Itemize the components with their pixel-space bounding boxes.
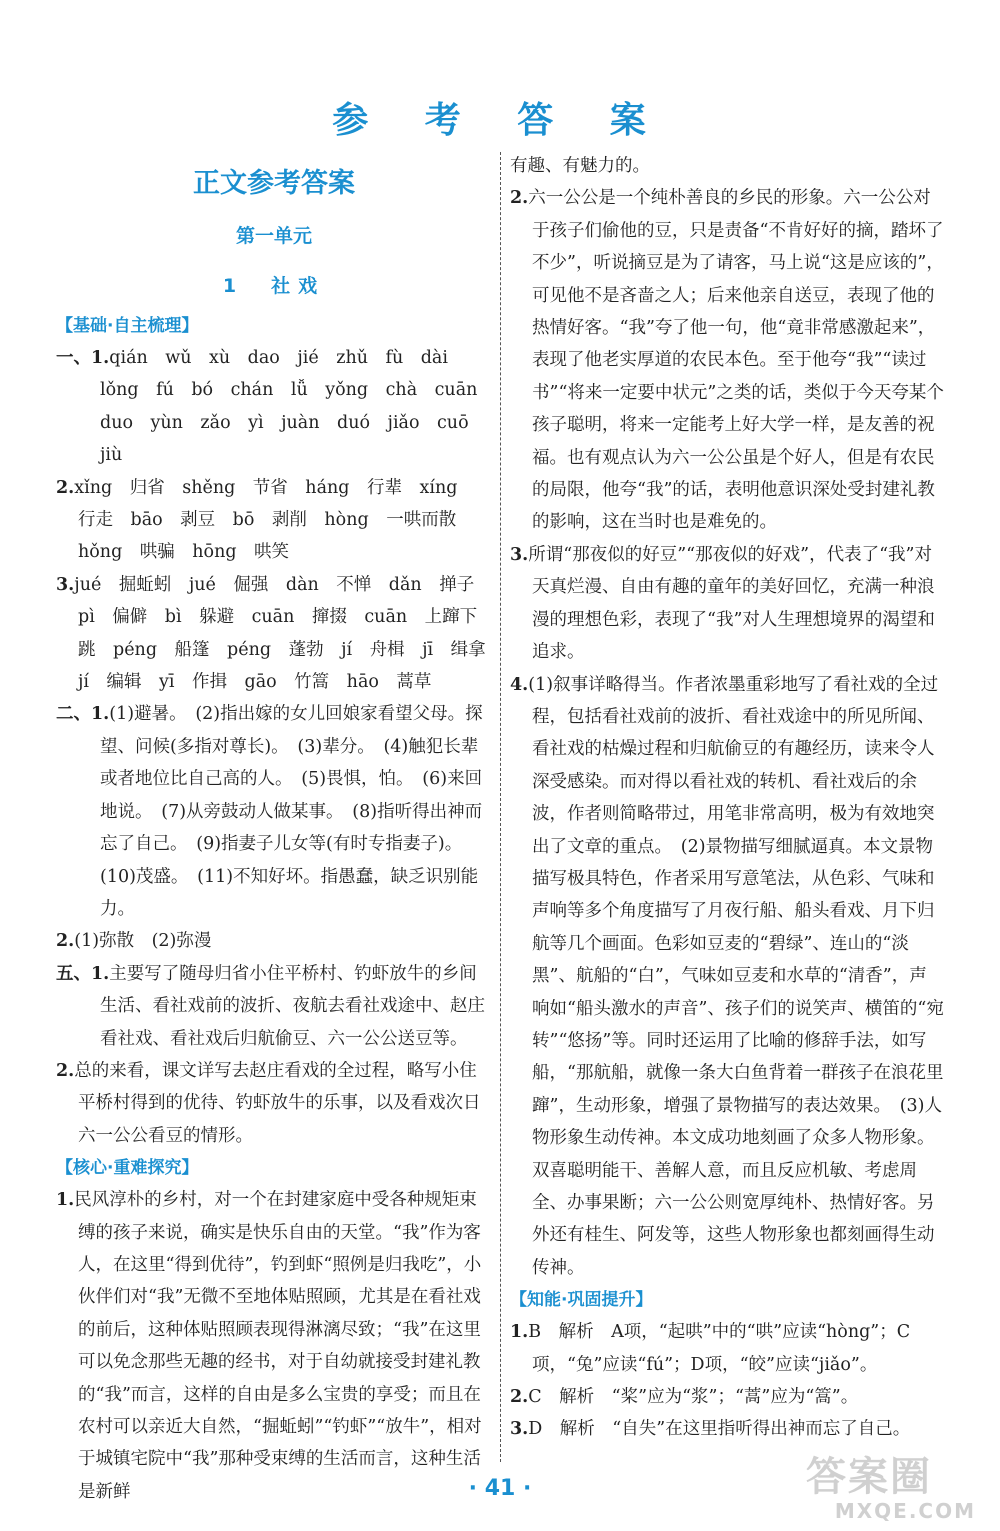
page-title: 参 考 答 案 xyxy=(332,100,668,141)
answer-item: 3.D 解析 “自失”在这里指听得出神而忘了自己。 xyxy=(510,1419,911,1440)
unit-title: 第一单元 xyxy=(235,225,312,247)
answer-item: 二、1.(1)避暑。 (2)指出嫁的女儿回娘家看望父母。探望、问候(多指对尊长)。 (3)辈分。 (4)触犯长辈或者地位比自己高的人。 (5)畏惧，怕。 (6)来回地说。 (7)从旁鼓动人做某事。 (8)指听得出神而忘了自己。 (9)指妻子儿女等(有时专指妻子)。 (10)茂盛。 (11)不知好坏。指愚蠢，缺乏识别能力。 xyxy=(56,704,483,919)
answer-item: 2.(1)弥散 (2)弥漫 xyxy=(56,931,212,952)
answer-item: 五、1.主要写了随母归省小住平桥村、钓虾放牛的乡间生活、看社戏前的波折、夜航去看社戏途中、赵庄看社戏、看社戏后归航偷豆、六一公公送豆等。 xyxy=(56,963,485,1049)
answer-item: 4.(1)叙事详略得当。作者浓墨重彩地写了看社戏的全过程，包括看社戏前的波折、看社戏途中的所见所闻、看社戏的枯燥过程和归航偷豆的有趣经历，读来令人深受感染。而对得以看社戏的转机、看社戏后的余波，作者则简略带过，用笔非常高明，极为有效地突出了文章的重点。 (2)景物描写细腻逼真。本文景物描写极具特色，作者采用写意笔法，从色彩、气味和声响等多个角度描写了月夜行船、船头看戏、月下归航等几个画面。色彩如豆麦的“碧绿”、连山的“淡黑”、航船的“白”，气味如豆麦和水草的“清香”，声响如“船头激水的声音”、孩子们的说笑声、横笛的“宛转”“悠扬”等。同时还运用了比喻的修辞手法，如写船，“那航船，就像一条大白鱼背着一群孩子在浪花里蹿”，生动形象，增强了景物描写的表达效果。 (3)人物形象生动传神。本文成功地刻画了众多人物形象。双喜聪明能干、善解人意，而且反应机敏、考虑周全、办事果断；六一公公则宽厚纯朴、热情好客。另外还有桂生、阿发等，这些人物形象也都刻画得生动传神。 xyxy=(510,674,944,1278)
answer-item: 2.xǐng 归省 shěng 节省 háng 行辈 xíng 行走 bāo 剥豆 bō 剥削 hòng 一哄而散 hǒng 哄骗 hōng 哄笑 xyxy=(56,477,475,563)
answer-item: 2.总的来看，课文详写去赵庄看戏的全过程，略写小住平桥村得到的优待、钓虾放牛的乐事，以及看戏次日六一公公看豆的情形。 xyxy=(56,1060,481,1146)
section-title: 正文参考答案 xyxy=(193,168,355,199)
answer-item: 一、1.qián wǔ xù dao jié zhǔ fù dài lǒng fú bó chán lǚ yǒng chà cuān duo yùn zǎo yì juàn duó jiǎo cuō jiù xyxy=(56,348,495,466)
answer-item: 1.民风淳朴的乡村，对一个在封建家庭中受各种规矩束缚的孩子来说，确实是快乐自由的天堂。“我”作为客人，在这里“得到优待”，钓到虾“照例是归我吃”，小伙伴们对“我”无微不至地体贴照顾，尤其是在看社戏的前后，这种体贴照顾表现得淋漓尽致；“我”在这里可以免念那些无趣的经书，对于自幼就接受封建礼教的“我”而言，这样的自由是多么宝贵的享受；而且在农村可以亲近大自然，“掘蚯蚓”“钓虾”“放牛”，相对于城镇宅院中“我”那种受束缚的生活而言，这种生活是新鲜 xyxy=(56,1190,482,1502)
lesson-title: 1 社戏 xyxy=(222,275,326,297)
answer-item: 2.六一公公是一个纯朴善良的乡民的形象。六一公公对于孩子们偷他的豆，只是责备“不肯好好的摘，踏坏了不少”，听说摘豆是为了请客，马上说“这是应该的”，可见他不是吝啬之人；后来他亲自送豆，表现了他的热情好客。“我”夸了他一句，他“竟非常感激起来”，表现了他老实厚道的农民本色。至于他夸“我”“读过书”“将来一定要中状元”之类的话，类似于今天夸某个孩子聪明，将来一定能考上好大学一样，是友善的祝福。也有观点认为六一公公虽是个好人，但是有农民的局限，他夸“我”的话，表明他意识深处受封建礼教的影响，这在当时也是难免的。 xyxy=(510,188,944,533)
answer-item: 3.jué 掘蚯蚓 jué 倔强 dàn 不惮 dǎn 掸子 pì 偏僻 bì 躲避 cuān 撺掇 cuān 上蹿下跳 péng 船篷 péng 蓬勃 jí 舟楫 jī 缉拿 jí 编辑 yī 作揖 gāo 竹篙 hāo 蒿草 xyxy=(56,574,504,693)
page-number: · 41 · xyxy=(468,1476,532,1501)
answer-item: 3.所谓“那夜似的好豆”“那夜似的好戏”，代表了“我”对天真烂漫、自由有趣的童年的美好回忆，充满一种浪漫的理想色彩，表现了“我”对人生理想境界的渴望和追求。 xyxy=(510,544,935,663)
continued-text: 有趣、有魅力的。 xyxy=(510,156,650,176)
right-column xyxy=(510,150,944,1446)
column-divider xyxy=(500,152,501,1462)
answer-item: 2.C 解析 “桨”应为“浆”；“蒿”应为“篙”。 xyxy=(510,1387,859,1408)
section-tag-core: 【核心·重难探究】 xyxy=(56,1158,199,1179)
answer-item: 1.B 解析 A项，“起哄”中的“哄”应读“hòng”；C项，“兔”应读“fú”；D项，“皎”应读“jiǎo”。 xyxy=(510,1322,911,1375)
section-tag-practice: 【知能·巩固提升】 xyxy=(510,1290,653,1311)
watermark-logo: 答案圈 MXQE.COM xyxy=(806,1454,976,1523)
section-tag-basics: 【基础·自主梳理】 xyxy=(56,316,199,336)
